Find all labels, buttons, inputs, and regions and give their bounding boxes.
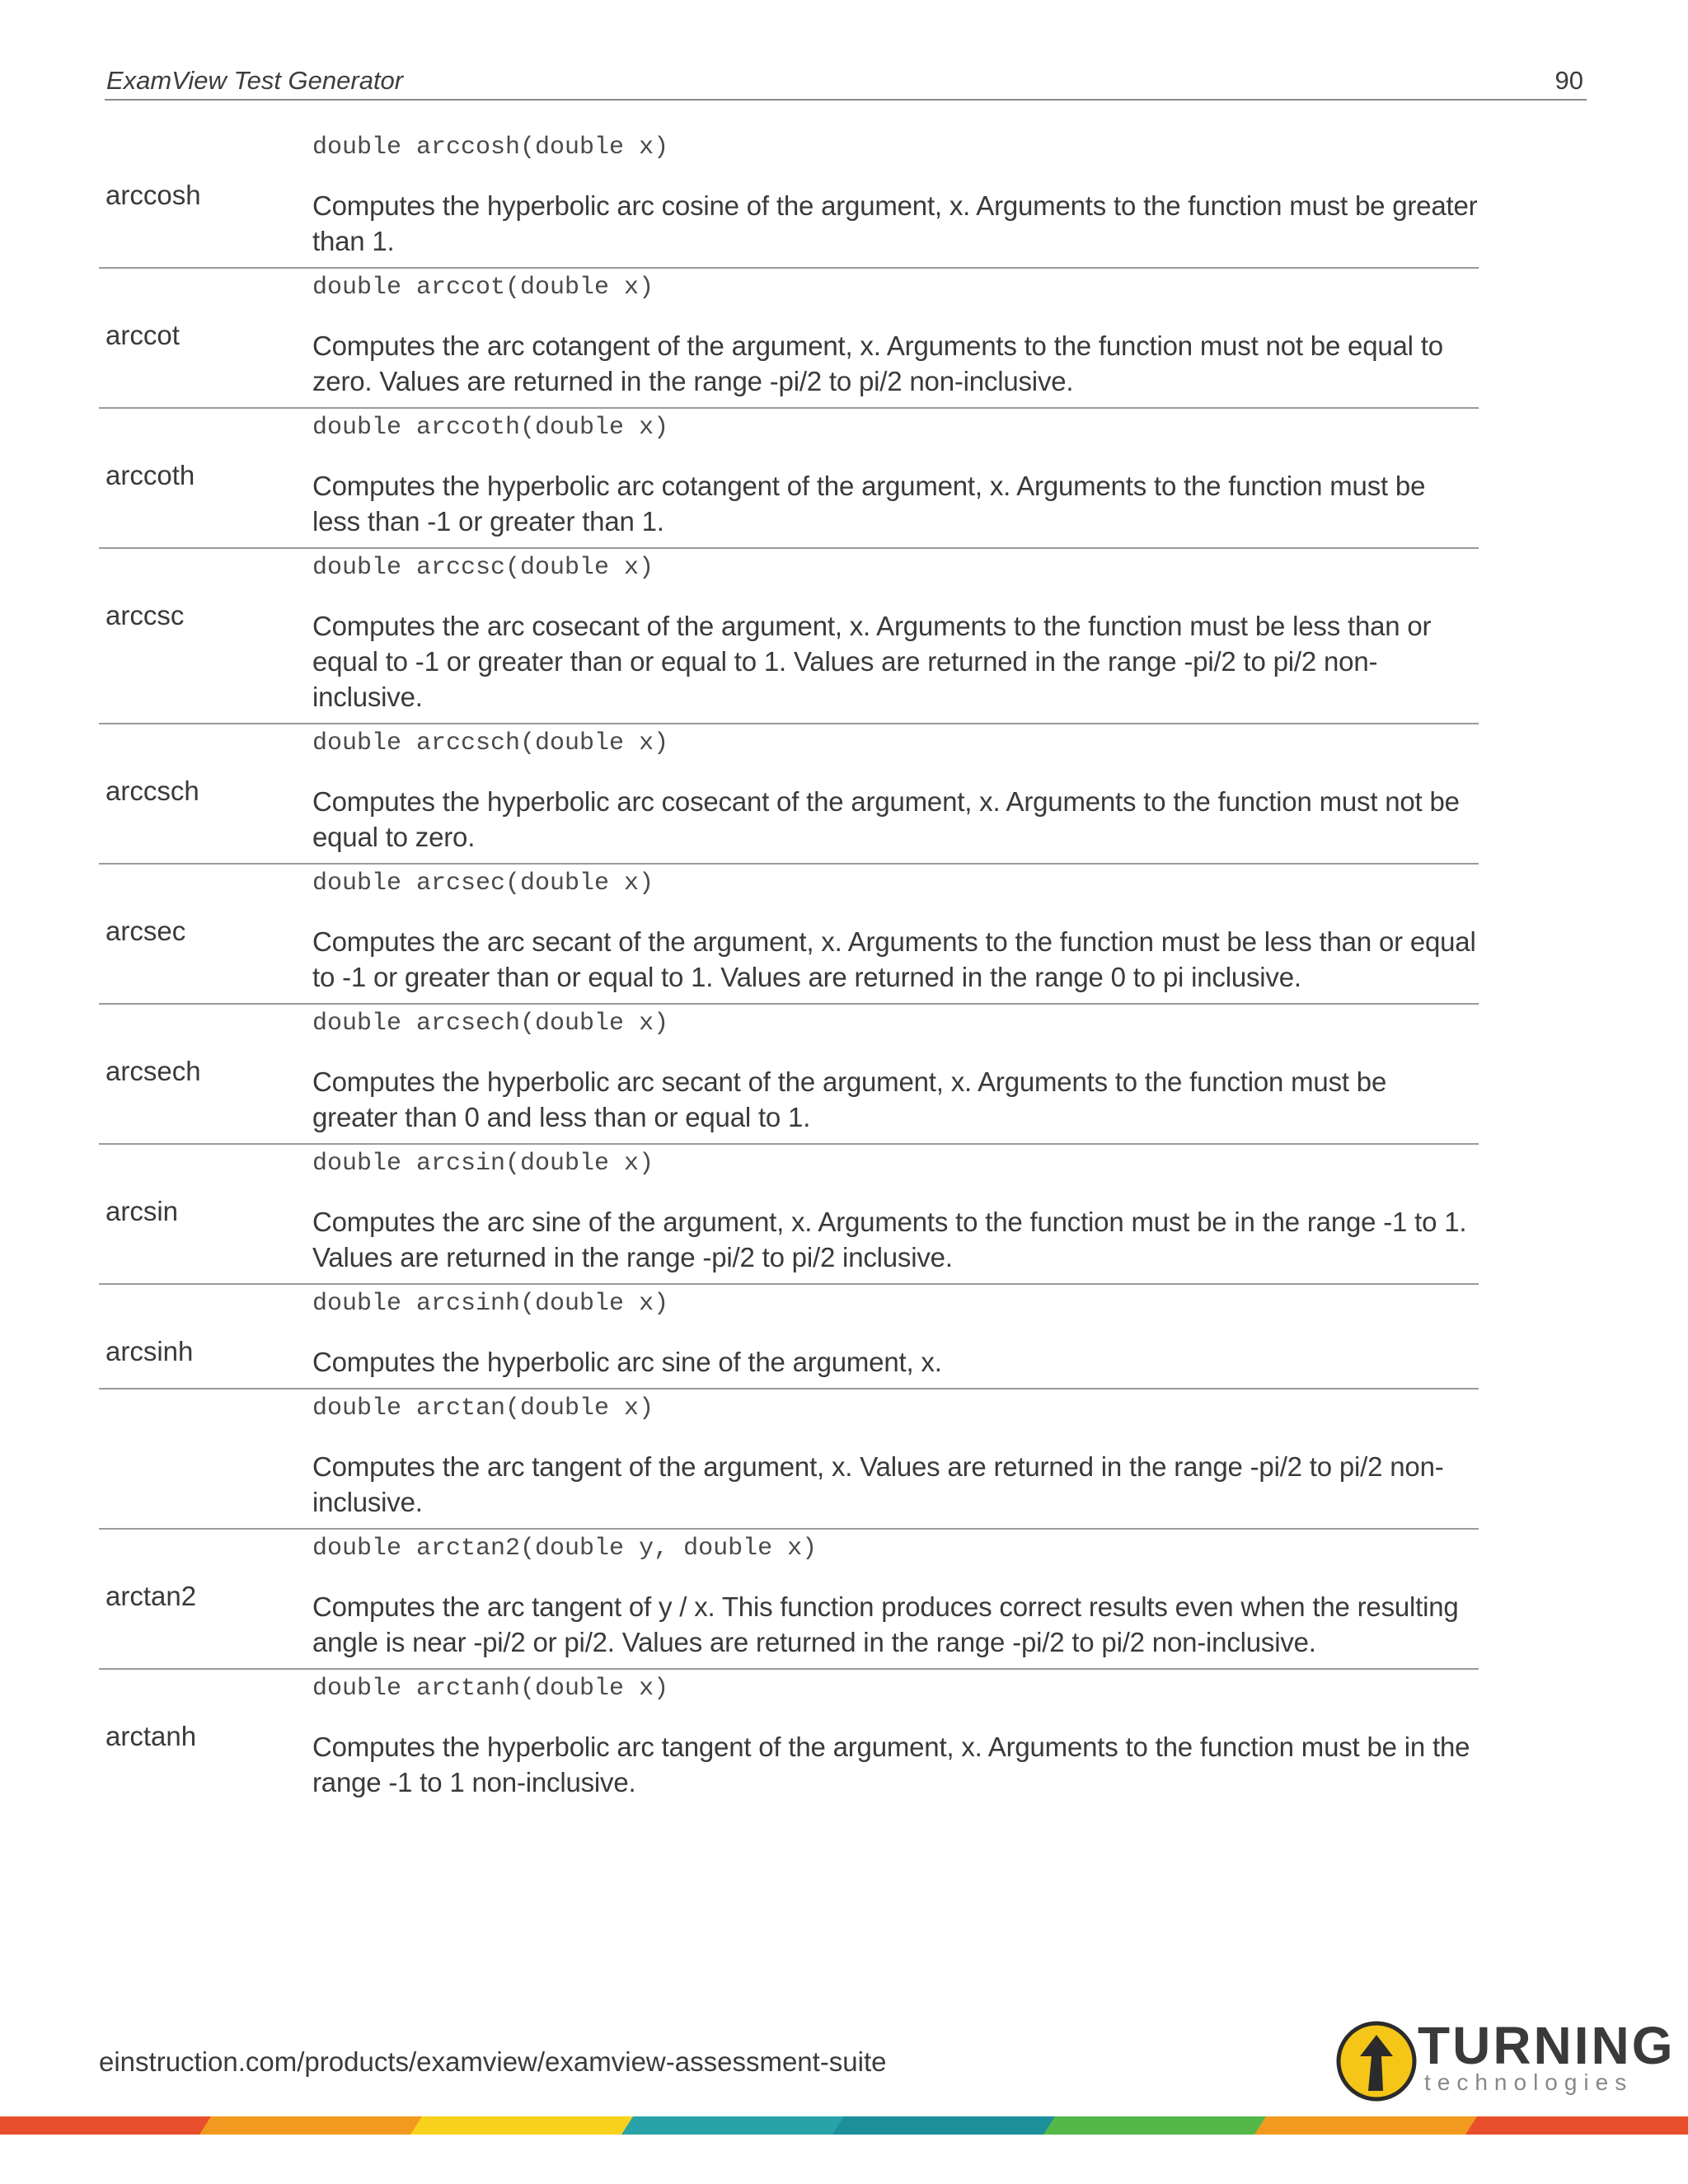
function-name: arccsc [106, 600, 185, 630]
function-signature: double arccot(double x) [312, 274, 654, 302]
function-signature: double arctanh(double x) [312, 1675, 669, 1703]
function-description: Computes the hyperbolic arc cosine of the argument, x. Arguments to the function must be greater than 1. [312, 190, 1478, 256]
function-description: Computes the arc tangent of the argument, x. Values are returned in the range -pi/2 to pi/2 non-inclusive. [312, 1451, 1444, 1517]
stripe-segment [1043, 2116, 1278, 2135]
stripe-segment [0, 2116, 223, 2135]
function-row [99, 724, 1479, 865]
function-signature: double arcsinh(double x) [312, 1290, 669, 1318]
function-signature: double arccoth(double x) [312, 414, 669, 442]
footer-url[interactable]: einstruction.com/products/examview/examview-assessment-suite [99, 2046, 887, 2077]
function-row [99, 129, 1479, 269]
function-name: arccsch [106, 776, 199, 806]
stripe-segment [199, 2116, 434, 2135]
function-name: arccoth [106, 460, 195, 490]
stripe-segment [832, 2116, 1067, 2135]
decorative-color-stripe [0, 2116, 1688, 2135]
function-name: arctanh [106, 1721, 197, 1751]
function-description: Computes the arc secant of the argument, x. Arguments to the function must be less than or equal to -1 or greater than or equal to 1. Values are returned in the range 0 to pi inclusive. [312, 926, 1476, 992]
document-title: ExamView Test Generator [106, 66, 404, 95]
turning-technologies-logo [1335, 2015, 1676, 2106]
function-signature: double arcsech(double x) [312, 1010, 669, 1038]
function-signature: double arctan2(double y, double x) [312, 1535, 818, 1563]
function-description: Computes the hyperbolic arc secant of the argument, x. Arguments to the function must be greater than 0 and less than or equal to 1. [312, 1066, 1387, 1132]
function-description: Computes the hyperbolic arc sine of the argument, x. [312, 1347, 942, 1377]
page-number: 90 [1554, 66, 1583, 95]
function-row [99, 865, 1479, 1005]
function-row [99, 1390, 1479, 1530]
function-name: arccosh [106, 180, 201, 210]
function-table [99, 129, 1479, 1808]
page-header [105, 66, 1587, 101]
function-signature: double arcsec(double x) [312, 869, 654, 898]
function-signature: double arccosh(double x) [312, 134, 669, 162]
stripe-segment [410, 2116, 645, 2135]
stripe-segment [1465, 2116, 1688, 2135]
function-signature: double arcsin(double x) [312, 1150, 654, 1178]
function-description: Computes the arc cosecant of the argument, x. Arguments to the function must be less than or equal to -1 or greater than or equal to 1. Values are returned in the range -pi/2 to pi/2 non-inclusive. [312, 611, 1432, 712]
function-row [99, 1670, 1479, 1808]
function-description: Computes the hyperbolic arc cotangent of the argument, x. Arguments to the function must be less than -1 or greater than 1. [312, 471, 1426, 537]
function-row [99, 1530, 1479, 1670]
function-signature: double arccsch(double x) [312, 729, 669, 757]
function-row [99, 409, 1479, 549]
logo-arrow-icon [1335, 2020, 1418, 2102]
function-description: Computes the arc cotangent of the argument, x. Arguments to the function must not be equal to zero. Values are returned in the range -pi/2 to pi/2 non-inclusive. [312, 330, 1443, 396]
function-row [99, 1145, 1479, 1285]
function-description: Computes the hyperbolic arc tangent of the argument, x. Arguments to the function must be in the range -1 to 1 non-inclusive. [312, 1732, 1470, 1797]
function-description: Computes the hyperbolic arc cosecant of the argument, x. Arguments to the function must not be equal to zero. [312, 786, 1460, 852]
function-name: arcsinh [106, 1336, 194, 1366]
stripe-segment [621, 2116, 856, 2135]
function-description: Computes the arc sine of the argument, x. Arguments to the function must be in the range -1 to 1. Values are returned in the range -pi/2 to pi/2 inclusive. [312, 1207, 1467, 1272]
function-description: Computes the arc tangent of y / x. This function produces correct results even when the resulting angle is near -pi/2 or pi/2. Values are returned in the range -pi/2 to pi/2 non-inclusive. [312, 1591, 1459, 1657]
function-row [99, 1285, 1479, 1390]
function-name: arcsin [106, 1196, 179, 1226]
function-row [99, 269, 1479, 409]
logo-word-technologies: technologies [1424, 2069, 1634, 2095]
stripe-segment [1254, 2116, 1489, 2135]
function-name: arccot [106, 320, 180, 350]
function-name: arcsech [106, 1056, 201, 1086]
function-row [99, 549, 1479, 724]
function-signature: double arccsc(double x) [312, 554, 654, 582]
logo-word-turning: TURNING [1418, 2016, 1676, 2075]
function-name: arcsec [106, 916, 186, 946]
function-signature: double arctan(double x) [312, 1394, 654, 1422]
function-name: arctan2 [106, 1581, 197, 1611]
function-row [99, 1005, 1479, 1145]
